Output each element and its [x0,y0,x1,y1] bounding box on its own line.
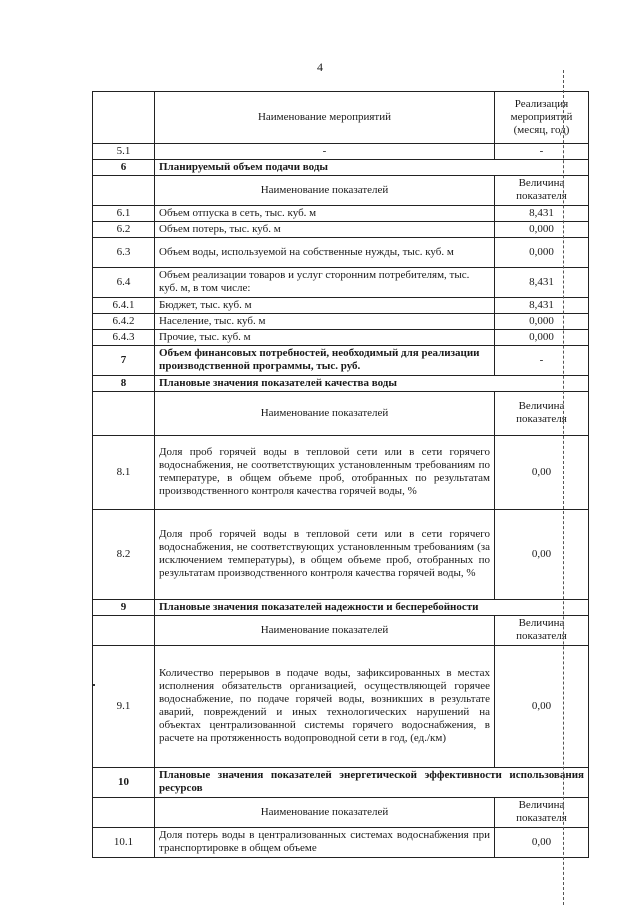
table-row [93,237,589,267]
row-num: 9.1 [93,645,155,767]
table-row [93,297,589,313]
row-value: 0,00 [495,509,589,599]
row-num: 8.2 [93,509,155,599]
row-name: Объем потерь, тыс. куб. м [155,221,495,237]
subheader-right: Величина показателя [495,175,589,205]
subheader-title: Наименование показателей [155,797,495,827]
row-value: 0,000 [495,313,589,329]
scan-fold-line [563,70,564,905]
table-row [93,435,589,509]
row-value: - [495,144,589,160]
row-value: 0,000 [495,237,589,267]
row-name: Прочие, тыс. куб. м [155,329,495,345]
row-num: 6.4 [93,267,155,297]
row-num: 6.4.2 [93,313,155,329]
table-row [93,329,589,345]
table-row [93,645,589,767]
row-name: Объем реализации товаров и услуг сторонним потребителям, тыс. куб. м, в том числе: [155,267,495,297]
table-row [93,267,589,297]
row-name: Доля проб горячей воды в тепловой сети или в сети горячего водоснабжения, не соответствующих установленным требованиям по температуре, в общем объеме проб, отобранных по результатам производственного контроля качества горячей воды, % [155,435,495,509]
row-name: Объем воды, используемой на собственные нужды, тыс. куб. м [155,237,495,267]
row-name: Количество перерывов в подаче воды, зафиксированных в местах исполнения обязательств организацией, осуществляющей горячее водоснабжение, по подаче горячей воды, возникших в результате аварий, повреждений и иных технологических нарушений на объектах централизованной системы горячего водоснабжения, в расчете на протяженность водопроводной сети в год, (ед./км) [155,645,495,767]
header-num-cell [93,92,155,144]
row-name: Доля потерь воды в централизованных системах водоснабжения при транспортировке в общем объеме [155,827,495,857]
table-row [93,221,589,237]
subheader-num-cell [93,615,155,645]
row-value: 0,000 [495,221,589,237]
row-num: 6.1 [93,205,155,221]
row-num: 6.3 [93,237,155,267]
row-value: 8,431 [495,297,589,313]
row-num: 6.4.1 [93,297,155,313]
table-row [93,509,589,599]
row-name: - [155,144,495,160]
section-num: 9 [93,599,155,615]
subheader-right: Величина показателя [495,615,589,645]
subheader-title: Наименование показателей [155,175,495,205]
production-program-table [92,91,589,858]
row-value: 8,431 [495,205,589,221]
row-num: 6.2 [93,221,155,237]
section-title: Плановые значения показателей энергетической эффективности использования ресурсов [155,767,589,797]
header-right: Реализация мероприятий (месяц, год) [495,92,589,144]
section-title: Объем финансовых потребностей, необходимый для реализации производственной программы, тыс. руб. [155,345,495,375]
section-8-subheader-row [93,391,589,435]
section-title: Планируемый объем подачи воды [155,159,589,175]
table-header-row [93,92,589,144]
section-num: 7 [93,345,155,375]
section-num: 10 [93,767,155,797]
section-8-title-row [93,375,589,391]
subheader-num-cell [93,391,155,435]
scan-speck [93,684,95,686]
row-value: 0,00 [495,435,589,509]
section-title: Плановые значения показателей надежности и бесперебойности [155,599,589,615]
row-value: 8,431 [495,267,589,297]
section-num: 8 [93,375,155,391]
header-title: Наименование мероприятий [155,92,495,144]
page-number: 4 [317,60,323,74]
subheader-title: Наименование показателей [155,391,495,435]
subheader-right: Величина показателя [495,391,589,435]
subheader-title: Наименование показателей [155,615,495,645]
row-num: 10.1 [93,827,155,857]
row-num: 5.1 [93,144,155,160]
section-6-title-row [93,159,589,175]
table-row [93,313,589,329]
subheader-right: Величина показателя [495,797,589,827]
row-value: - [495,345,589,375]
row-value: 0,000 [495,329,589,345]
section-6-subheader-row [93,175,589,205]
section-num: 6 [93,159,155,175]
section-9-title-row [93,599,589,615]
table-row [93,205,589,221]
row-name: Население, тыс. куб. м [155,313,495,329]
table-row [93,144,589,160]
row-num: 8.1 [93,435,155,509]
row-num: 6.4.3 [93,329,155,345]
table-row [93,827,589,857]
section-7-row [93,345,589,375]
subheader-num-cell [93,797,155,827]
row-name: Объем отпуска в сеть, тыс. куб. м [155,205,495,221]
row-name: Доля проб горячей воды в тепловой сети или в сети горячего водоснабжения, не соответствующих установленным требованиям (за исключением температуры), в общем объеме проб, отобранных по результатам производственного контроля качества горячей воды, % [155,509,495,599]
row-name: Бюджет, тыс. куб. м [155,297,495,313]
section-10-subheader-row [93,797,589,827]
section-10-title-row [93,767,589,797]
row-value: 0,00 [495,827,589,857]
section-title: Плановые значения показателей качества воды [155,375,589,391]
subheader-num-cell [93,175,155,205]
section-9-subheader-row [93,615,589,645]
row-value: 0,00 [495,645,589,767]
